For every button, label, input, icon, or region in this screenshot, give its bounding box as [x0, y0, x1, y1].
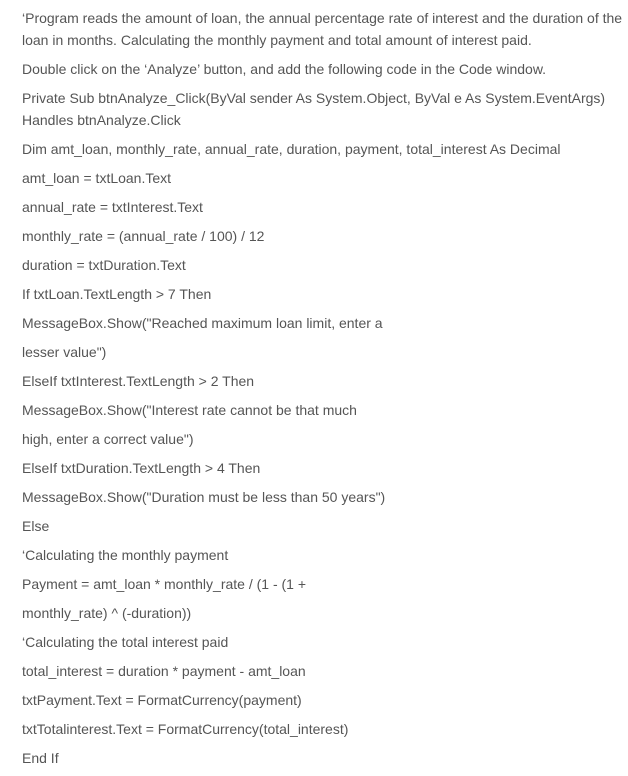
code-line: End If — [22, 750, 59, 766]
code-line: Else — [22, 518, 50, 534]
code-line: ElseIf txtInterest.TextLength > 2 Then — [22, 373, 255, 389]
code-line: duration = txtDuration.Text — [22, 257, 186, 273]
code-line: MessageBox.Show("Interest rate cannot be that much — [22, 402, 357, 418]
code-comment-line: ‘Calculating the total interest paid — [22, 634, 229, 650]
code-comment-line: ‘Calculating the monthly payment — [22, 547, 229, 563]
code-line: txtPayment.Text = FormatCurrency(payment) — [22, 692, 302, 708]
code-line: lesser value") — [22, 344, 107, 360]
code-line: high, enter a correct value") — [22, 431, 194, 447]
instruction-line: Double click on the ‘Analyze’ button, and add the following code in the Code window. — [22, 61, 547, 77]
intro-paragraph: ‘Program reads the amount of loan, the annual percentage rate of interest and the duration of the loan in months. Calculating the monthly payment and total amount of interest paid. — [22, 10, 623, 48]
code-line: If txtLoan.TextLength > 7 Then — [22, 286, 212, 302]
code-line: Payment = amt_loan * monthly_rate / (1 - (1 + — [22, 576, 307, 592]
code-line: total_interest = duration * payment - amt_loan — [22, 663, 306, 679]
code-line: monthly_rate) ^ (-duration)) — [22, 605, 192, 621]
code-line: ElseIf txtDuration.TextLength > 4 Then — [22, 460, 261, 476]
code-line-handles: Handles btnAnalyze.Click — [22, 112, 181, 128]
code-line: monthly_rate = (annual_rate / 100) / 12 — [22, 228, 265, 244]
code-line: txtTotalinterest.Text = FormatCurrency(total_interest) — [22, 721, 349, 737]
code-line: MessageBox.Show("Reached maximum loan limit, enter a — [22, 315, 383, 331]
code-line-sub-declaration: Private Sub btnAnalyze_Click(ByVal sender As System.Object, ByVal e As System.EventArgs) — [22, 90, 606, 106]
code-line-dim: Dim amt_loan, monthly_rate, annual_rate, duration, payment, total_interest As Decimal — [22, 141, 561, 157]
code-line: MessageBox.Show("Duration must be less than 50 years") — [22, 489, 386, 505]
code-line: amt_loan = txtLoan.Text — [22, 170, 172, 186]
code-line: annual_rate = txtInterest.Text — [22, 199, 203, 215]
